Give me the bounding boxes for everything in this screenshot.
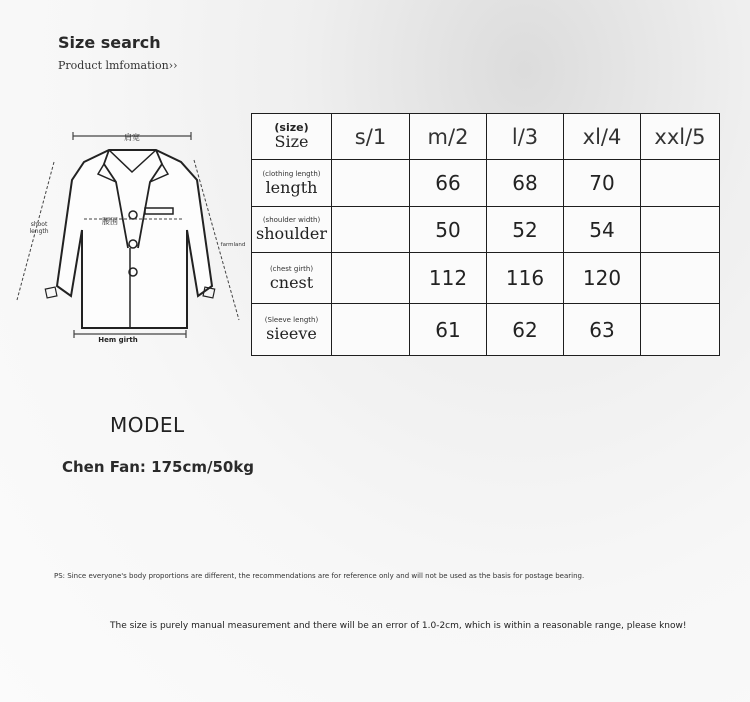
row-label-small: (clothing length) <box>262 169 321 178</box>
table-cell: 52 <box>487 207 564 253</box>
page-subtitle: Product lmfomation›› <box>58 59 178 72</box>
table-cell: 66 <box>410 160 487 207</box>
table-cell <box>641 253 720 304</box>
table-cell <box>332 253 410 304</box>
table-cell: 116 <box>487 253 564 304</box>
length-label-line1: shoot <box>30 221 48 228</box>
size-column-header: m/2 <box>410 114 487 160</box>
shoulder-label: 肩宽 <box>124 133 140 142</box>
waist-label: 腰围 <box>102 217 118 226</box>
table-cell <box>332 160 410 207</box>
length-label-line2: length <box>29 228 49 235</box>
sleeve-label: farmland <box>220 242 246 248</box>
table-cell <box>641 160 720 207</box>
row-label-small: (Sleeve length) <box>264 316 319 324</box>
row-label-cell <box>252 253 332 304</box>
size-column-header: s/1 <box>332 114 410 160</box>
table-cell <box>641 304 720 356</box>
table-cell: 70 <box>564 160 641 207</box>
table-cell: 61 <box>410 304 487 356</box>
corner-big-label: Size <box>274 132 309 151</box>
row-label-cell <box>252 207 332 253</box>
table-cell: 62 <box>487 304 564 356</box>
row-label-cell <box>252 304 332 356</box>
ps-note: PS: Since everyone's body proportions are different, the recommendations are for reference only and will not be used as the basis for postage bearing. <box>54 572 585 580</box>
table-row <box>252 160 720 207</box>
table-row <box>252 253 720 304</box>
size-column-header: xl/4 <box>564 114 641 160</box>
row-label-small: (shoulder width) <box>262 216 321 224</box>
jacket-measurement-diagram <box>14 120 249 355</box>
page-title: Size search <box>58 33 161 52</box>
table-cell <box>332 207 410 253</box>
row-label-big: length <box>265 177 318 197</box>
table-header-row <box>252 114 720 160</box>
measurement-note: The size is purely manual measurement and there will be an error of 1.0-2cm, which is within a reasonable range, please know! <box>110 621 687 631</box>
table-cell: 112 <box>410 253 487 304</box>
model-heading: MODEL <box>110 413 185 437</box>
corner-small-label: (size) <box>274 121 309 134</box>
table-cell: 50 <box>410 207 487 253</box>
corner-cell <box>252 114 332 160</box>
model-info: Chen Fan: 175cm/50kg <box>62 458 255 476</box>
row-label-big: shoulder <box>256 224 327 243</box>
row-label-cell <box>252 160 332 207</box>
table-cell: 54 <box>564 207 641 253</box>
table-cell: 68 <box>487 160 564 207</box>
hem-label: Hem girth <box>98 336 138 344</box>
table-cell: 63 <box>564 304 641 356</box>
table-cell: 120 <box>564 253 641 304</box>
size-column-header: xxl/5 <box>641 114 720 160</box>
table-cell <box>332 304 410 356</box>
size-column-header: l/3 <box>487 114 564 160</box>
table-cell <box>641 207 720 253</box>
row-label-big: cnest <box>269 272 314 292</box>
row-label-small: (chest girth) <box>269 264 314 273</box>
table-row <box>252 304 720 356</box>
table-row <box>252 207 720 253</box>
size-table <box>251 113 720 356</box>
row-label-big: sieeve <box>266 324 317 343</box>
